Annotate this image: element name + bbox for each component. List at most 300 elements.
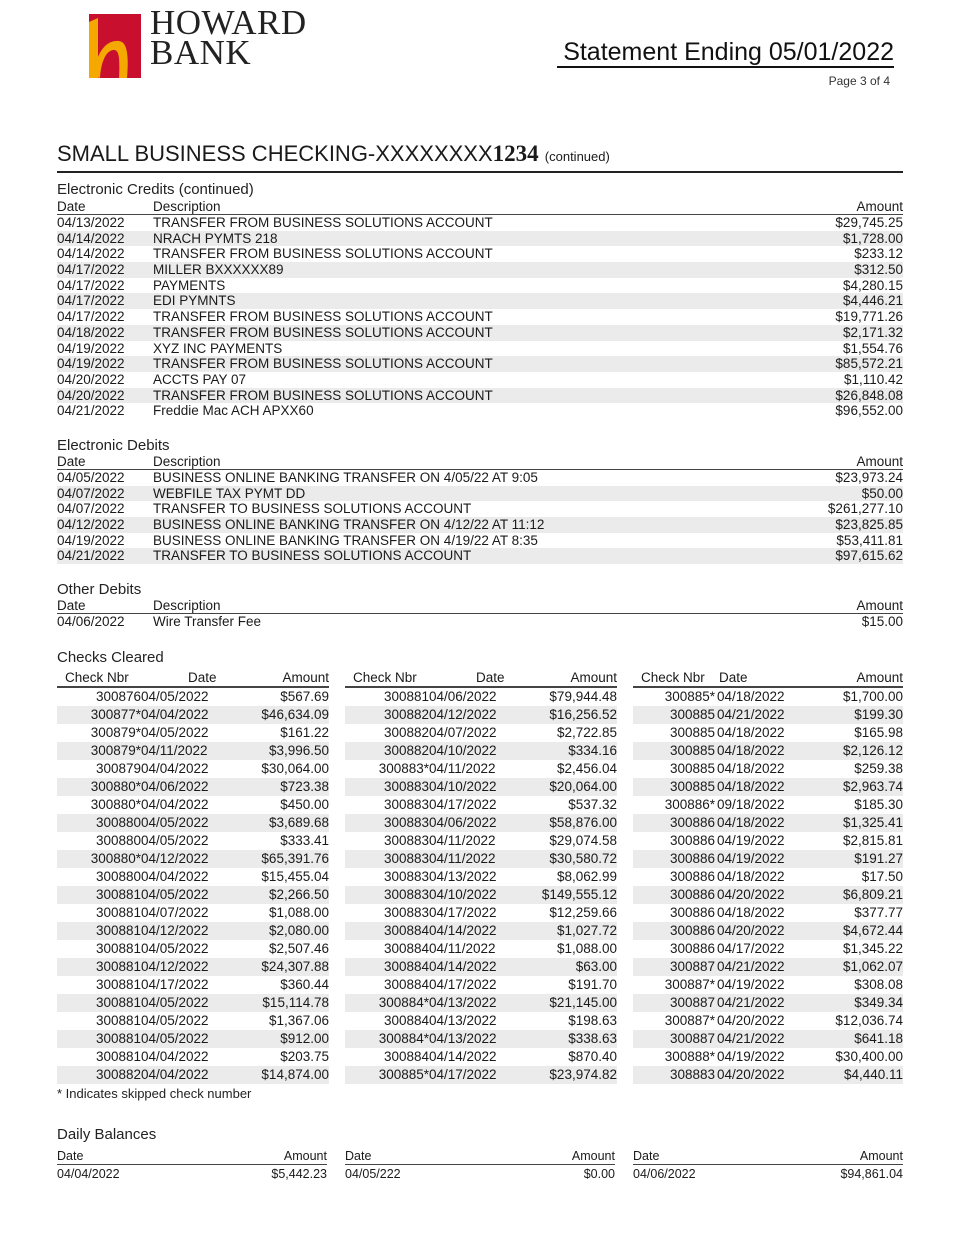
check-number: 300880* bbox=[90, 797, 141, 812]
check-date: 04/17/2022 bbox=[429, 905, 497, 920]
check-date: 04/11/2022 bbox=[429, 761, 496, 776]
col-date: Date bbox=[188, 670, 217, 685]
check-row bbox=[57, 688, 329, 706]
balance-amount: $0.00 bbox=[583, 1167, 615, 1181]
check-row bbox=[345, 742, 617, 760]
row-description: Freddie Mac ACH APXX60 bbox=[153, 403, 314, 419]
account-title bbox=[57, 140, 903, 173]
check-amount: $161.22 bbox=[280, 725, 329, 740]
check-amount: $4,672.44 bbox=[842, 923, 903, 938]
check-row bbox=[57, 832, 329, 850]
check-date: 04/14/2022 bbox=[429, 923, 497, 938]
check-amount: $1,027.72 bbox=[556, 923, 617, 938]
row-description: TRANSFER FROM BUSINESS SOLUTIONS ACCOUNT bbox=[153, 356, 493, 372]
check-number: 300885* bbox=[378, 1067, 429, 1082]
check-number: 300886 bbox=[669, 923, 715, 938]
check-row bbox=[57, 778, 329, 796]
check-amount: $29,074.58 bbox=[549, 833, 617, 848]
table-row bbox=[57, 293, 903, 309]
check-date: 04/19/2022 bbox=[717, 833, 785, 848]
check-date: 04/10/2022 bbox=[429, 743, 497, 758]
row-amount: $1,554.76 bbox=[842, 340, 903, 356]
row-date: 04/19/2022 bbox=[57, 532, 125, 548]
check-amount: $23,974.82 bbox=[549, 1067, 617, 1082]
row-date: 04/20/2022 bbox=[57, 371, 125, 387]
row-description: TRANSFER FROM BUSINESS SOLUTIONS ACCOUNT bbox=[153, 324, 493, 340]
check-amount: $191.27 bbox=[854, 851, 903, 866]
row-amount: $96,552.00 bbox=[835, 403, 903, 419]
check-amount: $6,809.21 bbox=[842, 887, 903, 902]
check-number: 300880* bbox=[90, 779, 141, 794]
check-row bbox=[57, 994, 329, 1012]
check-amount: $79,944.48 bbox=[549, 689, 617, 704]
check-row bbox=[633, 706, 903, 724]
check-amount: $30,580.72 bbox=[549, 851, 617, 866]
col-date: Date bbox=[719, 670, 748, 685]
check-number: 300880 bbox=[95, 833, 141, 848]
check-date: 04/12/2022 bbox=[141, 923, 209, 938]
row-date: 04/05/2022 bbox=[57, 470, 125, 485]
check-row bbox=[57, 1066, 329, 1084]
check-date: 04/21/2022 bbox=[717, 959, 785, 974]
col-amount: Amount bbox=[859, 1149, 903, 1163]
check-amount: $16,256.52 bbox=[549, 707, 617, 722]
check-row bbox=[633, 724, 903, 742]
check-number: 300884 bbox=[383, 1049, 429, 1064]
check-date: 04/17/2022 bbox=[429, 977, 497, 992]
check-number: 300884 bbox=[383, 941, 429, 956]
check-number: 300881 bbox=[95, 1049, 141, 1064]
check-number: 300884* bbox=[378, 995, 429, 1010]
check-row bbox=[633, 1066, 903, 1084]
check-amount: $1,700.00 bbox=[842, 689, 903, 704]
check-row bbox=[633, 886, 903, 904]
balance-amount: $5,442.23 bbox=[271, 1167, 327, 1181]
check-amount: $1,088.00 bbox=[268, 905, 329, 920]
check-row bbox=[633, 796, 903, 814]
electronic-credits-table bbox=[57, 200, 903, 419]
row-amount: $4,446.21 bbox=[842, 293, 903, 309]
check-date: 04/04/2022 bbox=[141, 869, 209, 884]
col-amount: Amount bbox=[570, 670, 617, 685]
check-number: 300880 bbox=[95, 815, 141, 830]
check-date: 04/20/2022 bbox=[717, 923, 785, 938]
check-number: 300887* bbox=[664, 977, 715, 992]
table-row bbox=[57, 278, 903, 294]
check-amount: $15,455.04 bbox=[261, 869, 329, 884]
check-date: 04/18/2022 bbox=[717, 725, 785, 740]
check-row bbox=[633, 850, 903, 868]
balance-header bbox=[633, 1149, 903, 1165]
check-date: 04/05/2022 bbox=[141, 689, 209, 704]
section-title-electronic-credits: Electronic Credits (continued) bbox=[57, 181, 254, 198]
check-date: 04/12/2022 bbox=[429, 707, 497, 722]
check-date: 04/20/2022 bbox=[717, 1013, 785, 1028]
check-number: 300883 bbox=[383, 887, 429, 902]
page-number: Page 3 of 4 bbox=[828, 74, 890, 88]
check-amount: $567.69 bbox=[280, 689, 329, 704]
check-number: 300881 bbox=[383, 689, 429, 704]
table-row bbox=[57, 246, 903, 262]
check-number: 300882 bbox=[383, 707, 429, 722]
check-amount: $4,440.11 bbox=[843, 1067, 903, 1082]
check-date: 04/18/2022 bbox=[717, 815, 785, 830]
checks-column-2 bbox=[345, 670, 617, 1084]
check-row bbox=[345, 706, 617, 724]
row-amount: $26,848.08 bbox=[835, 387, 903, 403]
table-row bbox=[57, 231, 903, 247]
check-row bbox=[633, 940, 903, 958]
check-row bbox=[57, 706, 329, 724]
check-amount: $165.98 bbox=[854, 725, 903, 740]
row-description: TRANSFER TO BUSINESS SOLUTIONS ACCOUNT bbox=[153, 548, 472, 564]
check-number: 300885 bbox=[669, 761, 715, 776]
checks-body bbox=[633, 688, 903, 1084]
check-amount: $2,722.85 bbox=[556, 725, 617, 740]
check-date: 04/07/2022 bbox=[429, 725, 497, 740]
check-number: 300885 bbox=[669, 743, 715, 758]
row-description: PAYMENTS bbox=[153, 277, 226, 293]
check-row bbox=[345, 904, 617, 922]
check-amount: $185.30 bbox=[854, 797, 903, 812]
check-row bbox=[57, 922, 329, 940]
check-date: 04/05/2022 bbox=[141, 995, 209, 1010]
check-number: 300883 bbox=[383, 779, 429, 794]
col-amount: Amount bbox=[856, 199, 903, 214]
section-title-checks-cleared: Checks Cleared bbox=[57, 649, 164, 666]
table-row bbox=[57, 470, 903, 486]
row-description: TRANSFER FROM BUSINESS SOLUTIONS ACCOUNT bbox=[153, 246, 493, 262]
check-date: 04/17/2022 bbox=[717, 941, 785, 956]
row-amount: $85,572.21 bbox=[835, 356, 903, 372]
check-number: 300881 bbox=[95, 995, 141, 1010]
check-row bbox=[57, 796, 329, 814]
check-number: 300883 bbox=[383, 851, 429, 866]
check-date: 04/21/2022 bbox=[717, 707, 785, 722]
table-row bbox=[57, 501, 903, 517]
check-amount: $259.38 bbox=[854, 761, 903, 776]
row-description: Wire Transfer Fee bbox=[153, 614, 262, 629]
check-number: 300885 bbox=[669, 707, 715, 722]
row-amount: $233.12 bbox=[854, 246, 903, 262]
check-row bbox=[57, 868, 329, 886]
check-amount: $537.32 bbox=[568, 797, 617, 812]
check-date: 04/18/2022 bbox=[717, 761, 785, 776]
check-number: 300883 bbox=[383, 815, 429, 830]
row-date: 04/17/2022 bbox=[57, 293, 125, 309]
check-amount: $21,145.00 bbox=[549, 995, 617, 1010]
row-date: 04/12/2022 bbox=[57, 517, 125, 533]
check-number: 300881 bbox=[95, 923, 141, 938]
row-description: TRANSFER FROM BUSINESS SOLUTIONS ACCOUNT bbox=[153, 309, 493, 325]
check-row bbox=[633, 904, 903, 922]
check-amount: $2,266.50 bbox=[268, 887, 329, 902]
check-date: 04/05/2022 bbox=[141, 815, 209, 830]
check-amount: $8,062.99 bbox=[556, 869, 617, 884]
table-row bbox=[57, 356, 903, 372]
check-number: 300877* bbox=[90, 707, 141, 722]
check-amount: $15,114.78 bbox=[262, 995, 329, 1010]
check-date: 04/17/2022 bbox=[429, 797, 497, 812]
bank-name-line2: BANK bbox=[150, 33, 252, 72]
check-amount: $24,307.88 bbox=[261, 959, 329, 974]
check-row bbox=[633, 976, 903, 994]
check-row bbox=[57, 976, 329, 994]
check-amount: $450.00 bbox=[280, 797, 329, 812]
check-row bbox=[57, 760, 329, 778]
check-date: 04/04/2022 bbox=[141, 797, 209, 812]
col-amount: Amount bbox=[856, 454, 903, 469]
table-row bbox=[57, 517, 903, 533]
check-row bbox=[633, 1012, 903, 1030]
check-amount: $2,080.00 bbox=[268, 923, 329, 938]
check-amount: $2,456.04 bbox=[556, 761, 617, 776]
balance-date: 04/05/222 bbox=[345, 1167, 401, 1181]
bank-name bbox=[150, 3, 307, 72]
table-header bbox=[57, 200, 903, 215]
check-number: 300887* bbox=[664, 1013, 715, 1028]
check-row bbox=[345, 760, 617, 778]
check-number: 300881 bbox=[95, 1013, 141, 1028]
check-amount: $349.34 bbox=[854, 995, 903, 1010]
col-date: Date bbox=[345, 1149, 372, 1163]
check-row bbox=[633, 868, 903, 886]
check-date: 04/21/2022 bbox=[717, 1031, 785, 1046]
check-date: 04/18/2022 bbox=[717, 689, 785, 704]
table-row bbox=[57, 548, 903, 564]
check-row bbox=[345, 994, 617, 1012]
check-date: 04/18/2022 bbox=[717, 779, 785, 794]
row-date: 04/17/2022 bbox=[57, 262, 125, 278]
statement-title: Statement Ending 05/01/2022 bbox=[557, 38, 894, 68]
check-number: 300876 bbox=[95, 689, 141, 704]
check-number: 300881 bbox=[95, 905, 141, 920]
checks-column-1 bbox=[57, 670, 329, 1084]
row-amount: $50.00 bbox=[861, 485, 903, 501]
daily-balance-column bbox=[345, 1149, 615, 1183]
check-date: 04/10/2022 bbox=[429, 779, 497, 794]
check-date: 04/10/2022 bbox=[429, 887, 497, 902]
row-description: TRANSFER TO BUSINESS SOLUTIONS ACCOUNT bbox=[153, 501, 472, 517]
check-row bbox=[345, 1048, 617, 1066]
row-date: 04/14/2022 bbox=[57, 246, 125, 262]
check-date: 04/14/2022 bbox=[429, 959, 497, 974]
check-date: 04/12/2022 bbox=[141, 851, 209, 866]
check-amount: $338.63 bbox=[568, 1031, 617, 1046]
check-row bbox=[633, 1030, 903, 1048]
check-amount: $65,391.76 bbox=[261, 851, 329, 866]
check-number: 300885 bbox=[669, 779, 715, 794]
check-amount: $723.38 bbox=[280, 779, 329, 794]
check-number: 300884 bbox=[383, 1013, 429, 1028]
check-amount: $377.77 bbox=[854, 905, 903, 920]
check-number: 300888* bbox=[664, 1049, 715, 1064]
check-row bbox=[57, 850, 329, 868]
row-amount: $15.00 bbox=[861, 614, 903, 629]
check-number: 300886 bbox=[669, 941, 715, 956]
checks-header bbox=[633, 670, 903, 688]
check-row bbox=[345, 1066, 617, 1084]
bank-name-line1: HOWARD bbox=[150, 3, 307, 42]
skipped-check-footnote: * Indicates skipped check number bbox=[57, 1086, 252, 1101]
check-amount: $2,963.74 bbox=[842, 779, 903, 794]
check-date: 04/04/2022 bbox=[141, 761, 209, 776]
check-row bbox=[633, 922, 903, 940]
check-row bbox=[345, 832, 617, 850]
check-number: 300885 bbox=[669, 725, 715, 740]
check-number: 300884 bbox=[383, 923, 429, 938]
check-date: 04/05/2022 bbox=[141, 1031, 209, 1046]
check-number: 300885* bbox=[664, 689, 715, 704]
check-row bbox=[633, 1048, 903, 1066]
check-row bbox=[633, 832, 903, 850]
row-description: WEBFILE TAX PYMT DD bbox=[153, 485, 306, 501]
table-body bbox=[57, 215, 903, 419]
balance-amount: $94,861.04 bbox=[840, 1167, 903, 1181]
check-date: 04/04/2022 bbox=[141, 1067, 209, 1082]
check-date: 04/04/2022 bbox=[141, 1049, 209, 1064]
checks-body bbox=[345, 688, 617, 1084]
check-amount: $1,345.22 bbox=[842, 941, 903, 956]
check-date: 04/11/2022 bbox=[429, 941, 496, 956]
row-amount: $1,728.00 bbox=[842, 230, 903, 246]
table-row bbox=[57, 341, 903, 357]
check-number: 300881 bbox=[95, 959, 141, 974]
check-number: 300886 bbox=[669, 815, 715, 830]
check-amount: $2,815.81 bbox=[842, 833, 903, 848]
check-date: 04/05/2022 bbox=[141, 887, 209, 902]
check-amount: $870.40 bbox=[568, 1049, 617, 1064]
col-check-nbr: Check Nbr bbox=[65, 670, 129, 685]
check-amount: $360.44 bbox=[280, 977, 329, 992]
row-amount: $1,110.42 bbox=[843, 371, 903, 387]
row-date: 04/21/2022 bbox=[57, 548, 125, 564]
check-date: 04/06/2022 bbox=[429, 815, 497, 830]
check-amount: $198.63 bbox=[568, 1013, 617, 1028]
check-amount: $30,400.00 bbox=[835, 1049, 903, 1064]
check-row bbox=[345, 922, 617, 940]
section-title-daily-balances: Daily Balances bbox=[57, 1126, 157, 1143]
check-date: 04/04/2022 bbox=[141, 707, 209, 722]
check-row bbox=[57, 814, 329, 832]
check-number: 300880 bbox=[95, 869, 141, 884]
col-date: Date bbox=[57, 454, 86, 469]
col-date: Date bbox=[633, 1149, 660, 1163]
check-row bbox=[345, 940, 617, 958]
check-number: 300886 bbox=[669, 887, 715, 902]
check-number: 300884 bbox=[383, 977, 429, 992]
table-row bbox=[57, 388, 903, 404]
check-date: 04/05/2022 bbox=[141, 833, 209, 848]
check-row bbox=[345, 796, 617, 814]
check-date: 04/11/2022 bbox=[141, 743, 208, 758]
check-row bbox=[633, 688, 903, 706]
balance-date: 04/04/2022 bbox=[57, 1167, 120, 1181]
check-date: 04/19/2022 bbox=[717, 851, 785, 866]
col-date: Date bbox=[57, 598, 86, 613]
check-amount: $641.18 bbox=[854, 1031, 903, 1046]
check-number: 300883 bbox=[383, 797, 429, 812]
other-debits-table bbox=[57, 599, 903, 630]
check-amount: $1,088.00 bbox=[556, 941, 617, 956]
check-row bbox=[345, 958, 617, 976]
check-number: 300881 bbox=[95, 1031, 141, 1046]
check-number: 300886 bbox=[669, 851, 715, 866]
col-amount: Amount bbox=[283, 1149, 327, 1163]
row-amount: $53,411.81 bbox=[836, 532, 903, 548]
check-date: 04/20/2022 bbox=[717, 887, 785, 902]
checks-header bbox=[57, 670, 329, 688]
check-number: 300883 bbox=[383, 869, 429, 884]
check-amount: $149,555.12 bbox=[541, 887, 617, 902]
check-date: 04/18/2022 bbox=[717, 869, 785, 884]
check-number: 300886 bbox=[669, 869, 715, 884]
check-amount: $3,689.68 bbox=[268, 815, 329, 830]
check-amount: $1,062.07 bbox=[842, 959, 903, 974]
check-row bbox=[57, 940, 329, 958]
check-number: 300886 bbox=[669, 905, 715, 920]
check-number: 300887 bbox=[669, 1031, 715, 1046]
col-check-nbr: Check Nbr bbox=[641, 670, 705, 685]
check-number: 300887 bbox=[669, 959, 715, 974]
check-amount: $308.08 bbox=[854, 977, 903, 992]
check-number: 300879* bbox=[90, 743, 141, 758]
check-amount: $3,996.50 bbox=[268, 743, 329, 758]
table-row bbox=[57, 614, 903, 630]
check-number: 300882 bbox=[95, 1067, 141, 1082]
check-row bbox=[633, 994, 903, 1012]
check-row bbox=[57, 904, 329, 922]
check-row bbox=[57, 1030, 329, 1048]
row-amount: $97,615.62 bbox=[835, 548, 903, 564]
check-date: 04/06/2022 bbox=[429, 689, 497, 704]
row-description: XYZ INC PAYMENTS bbox=[153, 340, 283, 356]
col-amount: Amount bbox=[856, 598, 903, 613]
check-number: 300883 bbox=[383, 905, 429, 920]
row-description: ACCTS PAY 07 bbox=[153, 371, 247, 387]
table-body bbox=[57, 614, 903, 630]
check-row bbox=[57, 958, 329, 976]
check-amount: $203.75 bbox=[280, 1049, 329, 1064]
row-date: 04/21/2022 bbox=[57, 403, 125, 419]
check-number: 300879 bbox=[95, 761, 141, 776]
check-amount: $191.70 bbox=[568, 977, 617, 992]
check-row bbox=[345, 868, 617, 886]
check-row bbox=[345, 724, 617, 742]
check-date: 09/18/2022 bbox=[717, 797, 785, 812]
check-amount: $17.50 bbox=[861, 869, 903, 884]
check-date: 04/11/2022 bbox=[429, 851, 496, 866]
table-row bbox=[57, 372, 903, 388]
check-row bbox=[57, 742, 329, 760]
check-row bbox=[345, 886, 617, 904]
table-header bbox=[57, 455, 903, 470]
check-number: 308883 bbox=[669, 1067, 715, 1082]
balance-row bbox=[633, 1165, 903, 1183]
col-description: Description bbox=[153, 454, 221, 469]
checks-column-3 bbox=[633, 670, 903, 1084]
account-title-prefix: SMALL BUSINESS CHECKING-XXXXXXXX bbox=[57, 141, 493, 166]
row-description: BUSINESS ONLINE BANKING TRANSFER ON 4/19/22 AT 8:35 bbox=[153, 532, 538, 548]
check-number: 300886 bbox=[669, 833, 715, 848]
section-title-other-debits: Other Debits bbox=[57, 581, 142, 598]
check-row bbox=[345, 688, 617, 706]
table-header bbox=[57, 599, 903, 614]
check-amount: $14,874.00 bbox=[261, 1067, 329, 1082]
check-date: 04/19/2022 bbox=[717, 977, 785, 992]
row-date: 04/07/2022 bbox=[57, 485, 125, 501]
check-number: 300881 bbox=[95, 941, 141, 956]
